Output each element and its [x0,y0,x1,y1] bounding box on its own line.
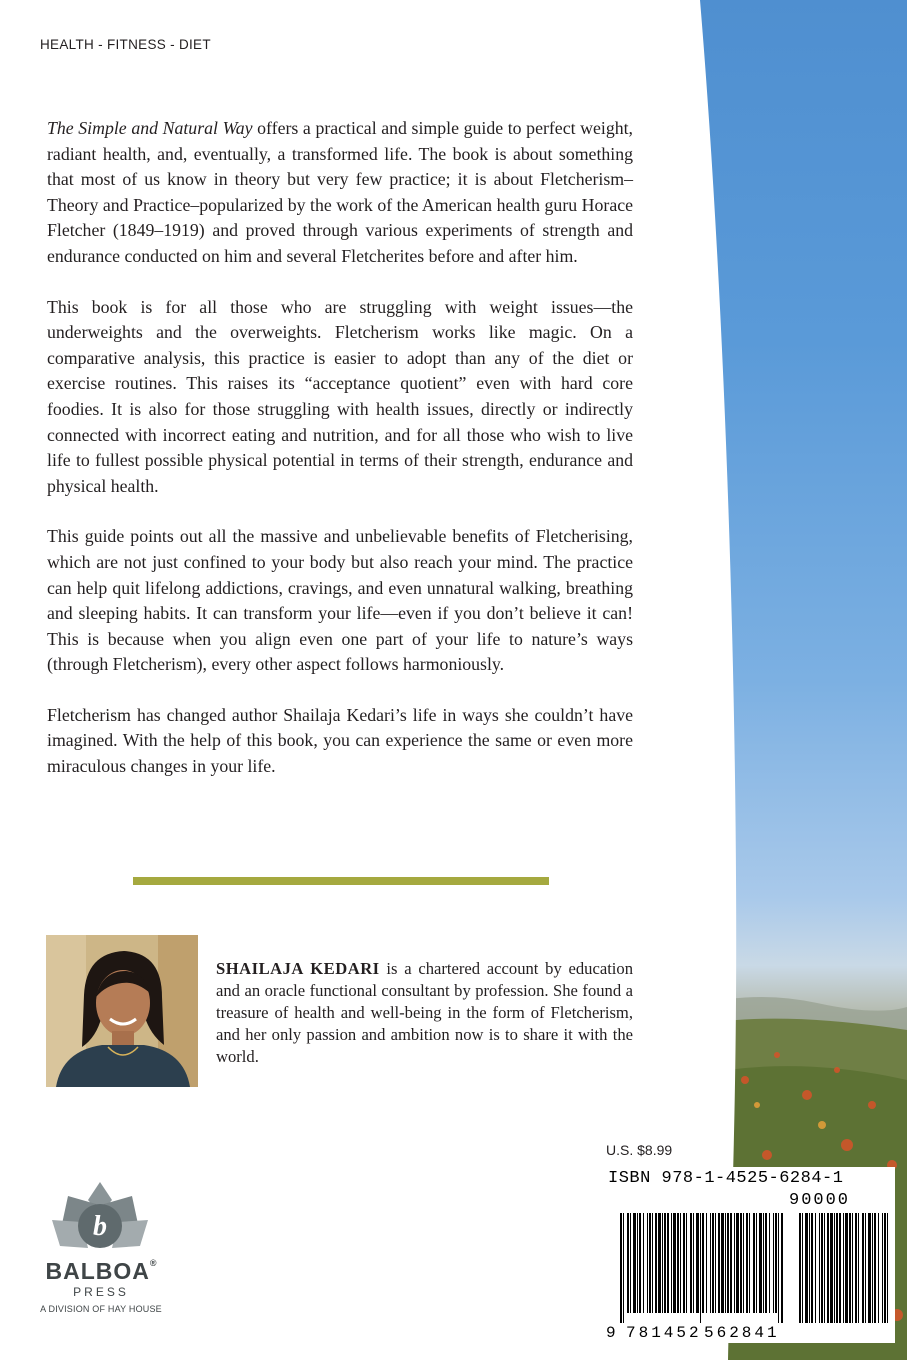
addon-bar [855,1213,857,1323]
barcode-bar [702,1213,704,1313]
barcode-bar [686,1213,687,1313]
blurb-paragraph-1 [47,116,633,270]
barcode-bar [727,1213,729,1313]
barcode-bar [647,1213,648,1313]
addon-bar [819,1213,820,1323]
addon-bar [811,1213,813,1323]
barcode-bar [683,1213,685,1313]
barcode-bar [639,1213,641,1313]
addon-bar [872,1213,873,1323]
barcode-bar [643,1213,644,1313]
addon-bar [882,1213,883,1323]
barcode-bar [736,1213,739,1313]
addon-bar [824,1213,825,1323]
barcode-bar [778,1213,779,1323]
barcode-bar [700,1213,701,1323]
barcode-bar [630,1213,631,1313]
ean-first-digit: 9 [606,1324,616,1341]
barcode-bar [756,1213,757,1313]
barcode-bar [715,1213,716,1313]
barcode-bar [680,1213,681,1313]
author-name: SHAILAJA KEDARI [216,959,380,978]
divider-rule [133,877,549,885]
barcode-bar [706,1213,707,1313]
barcode-bar [765,1213,767,1313]
addon-bar [815,1213,816,1323]
barcode-bar [696,1213,699,1313]
barcode-bar [690,1213,692,1313]
book-blurb [47,116,633,805]
publisher-name: BALBOA® [45,1258,157,1284]
barcode-bar [667,1213,669,1313]
barcode-bar [740,1213,742,1313]
addon-bar [878,1213,879,1323]
blurb-paragraph-3: This guide points out all the massive and unbelievable benefits of Fletcherising, which are not just confined to your body but also reach your mind. The practice can help quit lifelong addictions, cravings, and even unnatural walking, breathing and sleeping habits. It can transform your life—even if you don’t believe it can! This is because when you align even one part of your life to nature’s ways (through Fletcherism), every other aspect follows harmoniously. [47,526,633,675]
book-title: The Simple and Natural Way [47,118,253,138]
blurb-paragraph-4: Fletcherism has changed author Shailaja Kedari’s life in ways she couldn’t have imagined. With the help of this book, you can experience the same or even more miraculous changes in your life. [47,704,633,777]
publisher-imprint: PRESS [73,1285,129,1299]
barcode-bar [730,1213,732,1313]
barcode-bar [763,1213,764,1313]
addon-bar [834,1213,835,1323]
addon-bar [887,1213,888,1323]
barcode-bar [718,1213,720,1313]
barcode-bar [693,1213,694,1313]
barcode-bar [721,1213,724,1313]
publisher-logo [36,1180,166,1330]
barcode-bar [655,1213,657,1313]
ean-right-digits: 562841 [704,1324,780,1341]
barcode-bar [746,1213,748,1313]
addon-bar [805,1213,808,1323]
addon-bar [827,1213,829,1323]
price-label: U.S. $8.99 [606,1142,673,1158]
addon-bar [858,1213,859,1323]
barcode-bar [658,1213,661,1313]
barcode-bar [781,1213,783,1323]
publisher-division: A DIVISION OF HAY HOUSE [40,1304,162,1314]
barcode-bar [734,1213,735,1313]
barcode-bar [725,1213,726,1313]
addon-bar [845,1213,848,1323]
barcode-bar [673,1213,676,1313]
barcode-bar [769,1213,770,1313]
barcode-bar [649,1213,651,1313]
barcode-bar [775,1213,777,1313]
addon-bar [843,1213,844,1323]
logo-letter: b [93,1211,107,1242]
barcode-bar [662,1213,663,1313]
barcode-bar [633,1213,636,1313]
addon-bar [862,1213,864,1323]
addon-bar [865,1213,866,1323]
author-photo [46,935,198,1087]
addon-bar [836,1213,838,1323]
barcode-bar [753,1213,755,1313]
addon-bar [849,1213,851,1323]
barcode-bar [773,1213,774,1313]
genre-label: HEALTH - FITNESS - DIET [40,37,211,52]
barcode-bars [600,1213,895,1341]
barcode-bar [712,1213,714,1313]
barcode-bar [749,1213,750,1313]
barcode-bar [664,1213,666,1313]
addon-bar [868,1213,871,1323]
blurb-paragraph-2: This book is for all those who are struggling with weight issues—the underweights and the overweights. Fletcherism works like magic. On a comparative analysis, this practice is easier to adopt than any of the diet or exercise routines. This raises its “acceptance quotient” even with hard core foodies. It is also for those struggling with health issues, directly or indirectly connected with incorrect eating and nutrition, and for all those who wish to live life to fullest possible physical potential in terms of their strength, endurance and physical health. [47,296,633,496]
barcode-bar [637,1213,638,1313]
curved-edge-divider [680,0,770,1360]
lotus-icon [50,1180,150,1260]
addon-bar [802,1213,803,1323]
addon-bar [884,1213,886,1323]
addon-bar [839,1213,841,1323]
addon-bar [809,1213,810,1323]
addon-bar [852,1213,853,1323]
isbn-number: ISBN 978-1-4525-6284-1 [608,1169,844,1188]
addon-bar [821,1213,823,1323]
isbn-addon-number: 90000 [789,1191,851,1210]
blurb-paragraph-1-text: offers a practical and simple guide to perfect weight, radiant health, and, eventually, a transformed life. The book is about something that most of us know in theory but very few practice; it is about Fletcherism–Theory and Practice–popularized by the work of the American health guru Horace Fletcher (1849–1919) and proved through various experiments of strength and endurance conducted on him and several Fletcherites before and after him. [47,118,633,266]
author-bio-text: is a chartered account by education and an oracle functional consultant by profession. She found a treasure of health and well-being in the form of Fletcherism, and her only passion and ambition now is to share it with the world. [216,959,634,1066]
barcode-bar [627,1213,629,1313]
barcode-bar [710,1213,711,1313]
barcode-bar [652,1213,653,1313]
author-bio [216,958,633,1068]
barcode-bar [677,1213,679,1313]
barcode-bar [743,1213,744,1313]
isbn-barcode [600,1167,895,1343]
barcode-bar [759,1213,762,1313]
addon-bar [830,1213,833,1323]
ean-left-digits: 781452 [626,1324,702,1341]
barcode-bar [671,1213,672,1313]
addon-bar [874,1213,876,1323]
addon-bar [799,1213,801,1323]
barcode-bar [623,1213,624,1323]
barcode-bar [620,1213,622,1323]
